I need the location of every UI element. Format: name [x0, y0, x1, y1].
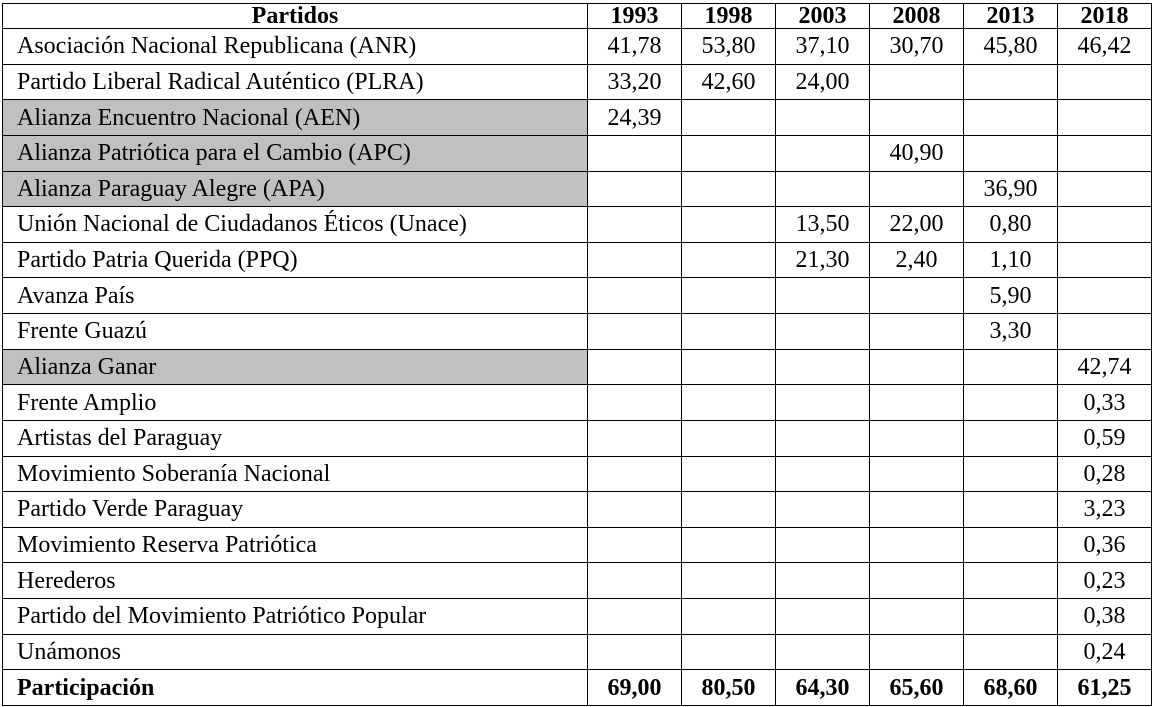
header-year: 2013	[964, 4, 1058, 29]
vote-percentage	[588, 527, 682, 563]
vote-percentage	[776, 492, 870, 528]
table-row	[3, 492, 1152, 528]
party-name: Alianza Paraguay Alegre (APA)	[3, 171, 588, 207]
vote-percentage: 30,70	[870, 29, 964, 65]
party-name: Partido Patria Querida (PPQ)	[3, 242, 588, 278]
party-name: Partido del Movimiento Patriótico Popular	[3, 599, 588, 635]
vote-percentage	[682, 599, 776, 635]
vote-percentage	[682, 563, 776, 599]
vote-percentage	[870, 385, 964, 421]
vote-percentage: 36,90	[964, 171, 1058, 207]
table-row	[3, 349, 1152, 385]
table-row	[3, 599, 1152, 635]
table-row	[3, 171, 1152, 207]
vote-percentage: 33,20	[588, 64, 682, 100]
vote-percentage: 22,00	[870, 207, 964, 243]
table-row	[3, 278, 1152, 314]
vote-percentage	[964, 385, 1058, 421]
vote-percentage: 0,38	[1058, 599, 1152, 635]
vote-percentage	[1058, 64, 1152, 100]
vote-percentage	[870, 314, 964, 350]
table-row	[3, 64, 1152, 100]
participation-value: 64,30	[776, 670, 870, 706]
party-name: Frente Guazú	[3, 314, 588, 350]
vote-percentage	[1058, 171, 1152, 207]
vote-percentage	[870, 171, 964, 207]
vote-percentage	[682, 100, 776, 136]
table-row	[3, 634, 1152, 670]
vote-percentage	[588, 634, 682, 670]
vote-percentage: 3,30	[964, 314, 1058, 350]
table-row	[3, 207, 1152, 243]
vote-percentage	[870, 599, 964, 635]
header-year: 2008	[870, 4, 964, 29]
vote-percentage: 13,50	[776, 207, 870, 243]
party-name: Unámonos	[3, 634, 588, 670]
vote-percentage: 46,42	[1058, 29, 1152, 65]
vote-percentage	[682, 385, 776, 421]
vote-percentage: 0,24	[1058, 634, 1152, 670]
vote-percentage	[964, 527, 1058, 563]
vote-percentage	[682, 492, 776, 528]
vote-percentage	[870, 420, 964, 456]
vote-percentage	[776, 634, 870, 670]
election-results-table	[2, 3, 1152, 706]
table-row	[3, 456, 1152, 492]
vote-percentage	[964, 135, 1058, 171]
vote-percentage	[776, 135, 870, 171]
vote-percentage	[870, 456, 964, 492]
table-row	[3, 385, 1152, 421]
table-row	[3, 527, 1152, 563]
vote-percentage	[588, 171, 682, 207]
vote-percentage	[682, 278, 776, 314]
party-name: Movimiento Reserva Patriótica	[3, 527, 588, 563]
vote-percentage: 1,10	[964, 242, 1058, 278]
vote-percentage: 0,59	[1058, 420, 1152, 456]
vote-percentage	[1058, 242, 1152, 278]
table-row	[3, 563, 1152, 599]
vote-percentage	[682, 456, 776, 492]
vote-percentage	[870, 563, 964, 599]
vote-percentage	[776, 599, 870, 635]
vote-percentage	[964, 563, 1058, 599]
header-row	[3, 4, 1152, 29]
vote-percentage: 53,80	[682, 29, 776, 65]
vote-percentage: 21,30	[776, 242, 870, 278]
header-year: 1993	[588, 4, 682, 29]
vote-percentage	[870, 634, 964, 670]
party-name: Partido Verde Paraguay	[3, 492, 588, 528]
party-name: Movimiento Soberanía Nacional	[3, 456, 588, 492]
participation-value: 61,25	[1058, 670, 1152, 706]
table-body	[3, 29, 1152, 706]
vote-percentage	[776, 278, 870, 314]
table-row	[3, 314, 1152, 350]
vote-percentage	[870, 100, 964, 136]
vote-percentage: 0,33	[1058, 385, 1152, 421]
table-row	[3, 135, 1152, 171]
vote-percentage	[588, 492, 682, 528]
total-row	[3, 670, 1152, 706]
vote-percentage	[776, 385, 870, 421]
vote-percentage	[1058, 314, 1152, 350]
vote-percentage	[964, 599, 1058, 635]
party-name: Alianza Encuentro Nacional (AEN)	[3, 100, 588, 136]
vote-percentage: 45,80	[964, 29, 1058, 65]
vote-percentage: 24,00	[776, 64, 870, 100]
vote-percentage	[588, 349, 682, 385]
vote-percentage	[870, 492, 964, 528]
vote-percentage	[870, 527, 964, 563]
vote-percentage	[776, 171, 870, 207]
vote-percentage	[964, 456, 1058, 492]
vote-percentage	[588, 278, 682, 314]
vote-percentage: 3,23	[1058, 492, 1152, 528]
vote-percentage	[588, 563, 682, 599]
vote-percentage	[776, 420, 870, 456]
vote-percentage	[1058, 135, 1152, 171]
vote-percentage: 37,10	[776, 29, 870, 65]
party-name: Alianza Patriótica para el Cambio (APC)	[3, 135, 588, 171]
vote-percentage	[870, 278, 964, 314]
vote-percentage: 2,40	[870, 242, 964, 278]
party-name: Unión Nacional de Ciudadanos Éticos (Unace)	[3, 207, 588, 243]
vote-percentage: 42,74	[1058, 349, 1152, 385]
party-name: Herederos	[3, 563, 588, 599]
vote-percentage	[588, 385, 682, 421]
participation-value: 80,50	[682, 670, 776, 706]
vote-percentage	[1058, 207, 1152, 243]
vote-percentage: 0,80	[964, 207, 1058, 243]
vote-percentage	[964, 349, 1058, 385]
vote-percentage	[964, 420, 1058, 456]
party-name: Avanza País	[3, 278, 588, 314]
vote-percentage	[964, 492, 1058, 528]
vote-percentage	[776, 349, 870, 385]
vote-percentage	[964, 100, 1058, 136]
header-year: 2003	[776, 4, 870, 29]
party-name: Partido Liberal Radical Auténtico (PLRA)	[3, 64, 588, 100]
vote-percentage	[870, 349, 964, 385]
vote-percentage	[776, 100, 870, 136]
participation-label: Participación	[3, 670, 588, 706]
vote-percentage	[682, 135, 776, 171]
vote-percentage	[870, 64, 964, 100]
header-year: 1998	[682, 4, 776, 29]
vote-percentage	[1058, 100, 1152, 136]
vote-percentage	[964, 64, 1058, 100]
header-year: 2018	[1058, 4, 1152, 29]
vote-percentage: 0,28	[1058, 456, 1152, 492]
participation-value: 68,60	[964, 670, 1058, 706]
vote-percentage	[1058, 278, 1152, 314]
vote-percentage	[588, 207, 682, 243]
vote-percentage	[588, 420, 682, 456]
vote-percentage	[682, 171, 776, 207]
vote-percentage: 0,36	[1058, 527, 1152, 563]
vote-percentage	[682, 207, 776, 243]
vote-percentage	[776, 527, 870, 563]
vote-percentage	[588, 242, 682, 278]
party-name: Alianza Ganar	[3, 349, 588, 385]
header-party: Partidos	[3, 4, 588, 29]
vote-percentage	[776, 314, 870, 350]
vote-percentage	[682, 314, 776, 350]
participation-value: 65,60	[870, 670, 964, 706]
vote-percentage	[964, 634, 1058, 670]
vote-percentage	[776, 563, 870, 599]
vote-percentage: 41,78	[588, 29, 682, 65]
vote-percentage: 42,60	[682, 64, 776, 100]
party-name: Asociación Nacional Republicana (ANR)	[3, 29, 588, 65]
vote-percentage: 0,23	[1058, 563, 1152, 599]
vote-percentage	[588, 135, 682, 171]
vote-percentage	[776, 456, 870, 492]
vote-percentage	[588, 599, 682, 635]
vote-percentage	[682, 420, 776, 456]
vote-percentage	[588, 314, 682, 350]
party-name: Artistas del Paraguay	[3, 420, 588, 456]
vote-percentage	[682, 349, 776, 385]
table-row	[3, 100, 1152, 136]
vote-percentage	[588, 456, 682, 492]
vote-percentage	[682, 242, 776, 278]
participation-value: 69,00	[588, 670, 682, 706]
table-row	[3, 29, 1152, 65]
vote-percentage: 24,39	[588, 100, 682, 136]
vote-percentage: 5,90	[964, 278, 1058, 314]
party-name: Frente Amplio	[3, 385, 588, 421]
table-row	[3, 242, 1152, 278]
vote-percentage: 40,90	[870, 135, 964, 171]
vote-percentage	[682, 634, 776, 670]
table-row	[3, 420, 1152, 456]
vote-percentage	[682, 527, 776, 563]
